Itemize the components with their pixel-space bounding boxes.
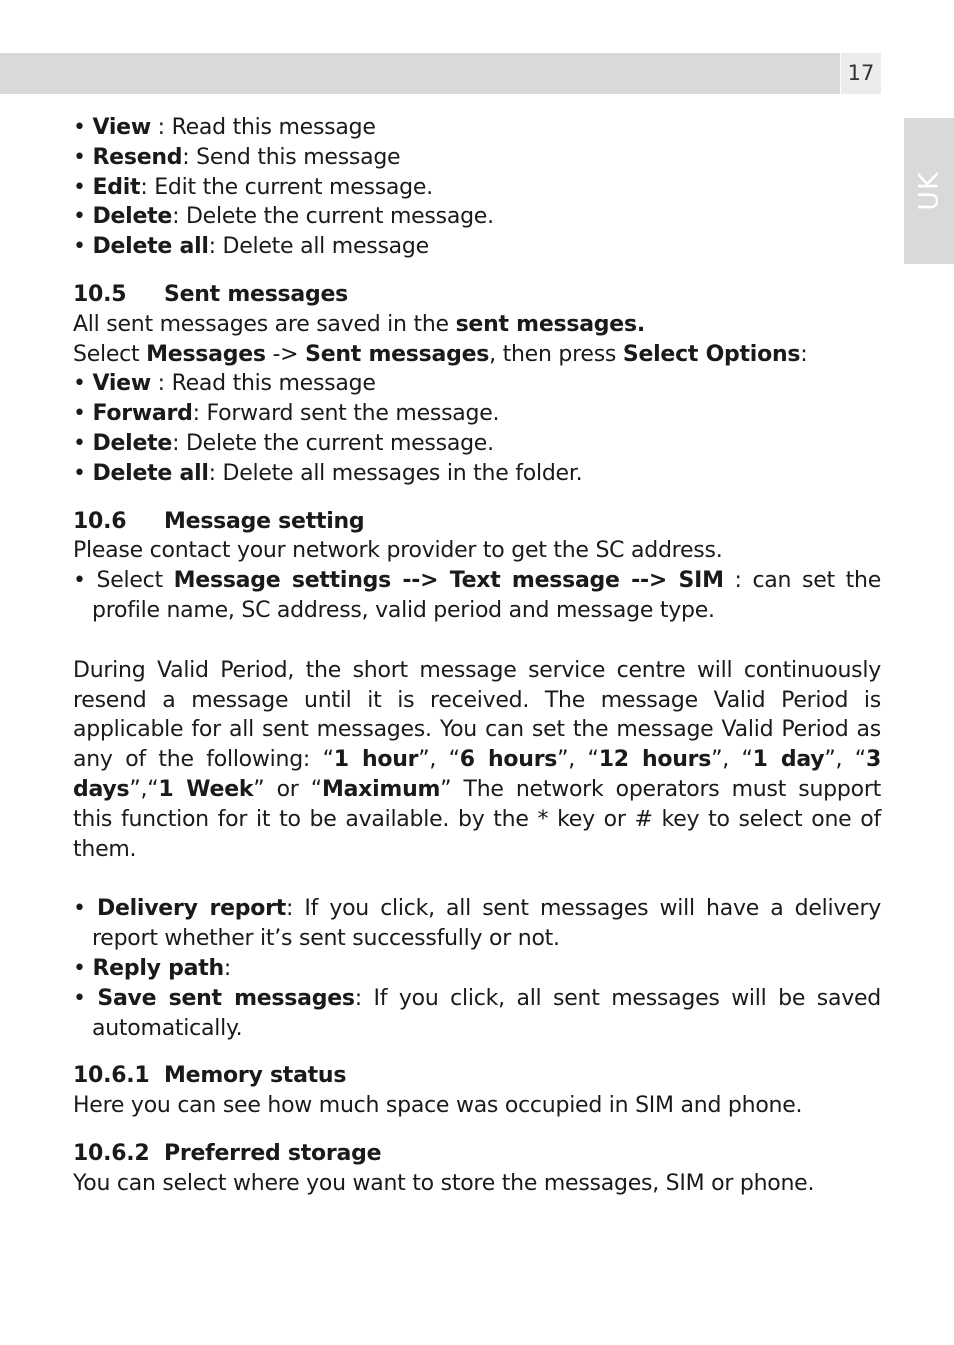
list-item: • View : Read this message	[73, 115, 376, 140]
paragraph: Please contact your network provider to get the SC address.	[73, 538, 723, 564]
paragraph: Select Messages -> Sent messages, then press Select Options:	[73, 341, 808, 367]
page-number: 17	[841, 53, 881, 94]
language-tab	[904, 118, 954, 264]
list-item: • Select Message settings --> Text message --> SIM : can set the profile name, SC address, valid period and message type.	[73, 568, 881, 623]
spacer	[73, 626, 881, 656]
valid-period-paragraph: During Valid Period, the short message service centre will continuously resend a message until it is received. The message Valid Period is applicable for all sent messages. You can set the message Valid Period as any of the following: “1 hour”, “6 hours”, “12 hours”, “1 day”, “3 days”,“1 Week” or “Maximum” The network operators must support this function for it to be available. by the * key or # key to select one of them.	[73, 657, 881, 862]
paragraph: Here you can see how much space was occupied in SIM and phone.	[73, 1093, 803, 1119]
list-item: • Delivery report: If you click, all sent messages will have a delivery report whether it’s sent successfully or not.	[73, 896, 882, 952]
section-heading-10-6-1: 10.6.1 Memory status	[73, 1063, 347, 1089]
section-heading-10-6-2: 10.6.2 Preferred storage	[73, 1140, 382, 1166]
list-item: • Forward: Forward sent the message.	[73, 401, 500, 427]
list-item: • Delete: Delete the current message.	[73, 430, 494, 456]
paragraph: All sent messages are saved in the sent messages.	[73, 311, 645, 337]
list-item: • Delete all: Delete all message	[73, 234, 429, 260]
list-item: • Save sent messages: If you click, all sent messages will be saved automatically.	[73, 985, 881, 1041]
list-item: • Edit: Edit the current message.	[73, 174, 433, 200]
spacer	[73, 864, 881, 894]
section-heading-10-6: 10.6 Message setting	[73, 508, 365, 534]
language-tab-label: UK	[913, 171, 945, 211]
header-bar	[0, 53, 840, 94]
paragraph: You can select where you want to store the messages, SIM or phone.	[73, 1170, 815, 1196]
list-item: • View : Read this message	[73, 371, 376, 397]
list-item: • Resend: Send this message	[73, 144, 401, 170]
page-content	[73, 113, 881, 1199]
list-item: • Delete all: Delete all messages in the folder.	[73, 460, 583, 486]
list-item: • Delete: Delete the current message.	[73, 204, 494, 230]
section-heading-10-5: 10.5 Sent messages	[73, 281, 348, 307]
list-item: • Reply path:	[73, 955, 232, 981]
